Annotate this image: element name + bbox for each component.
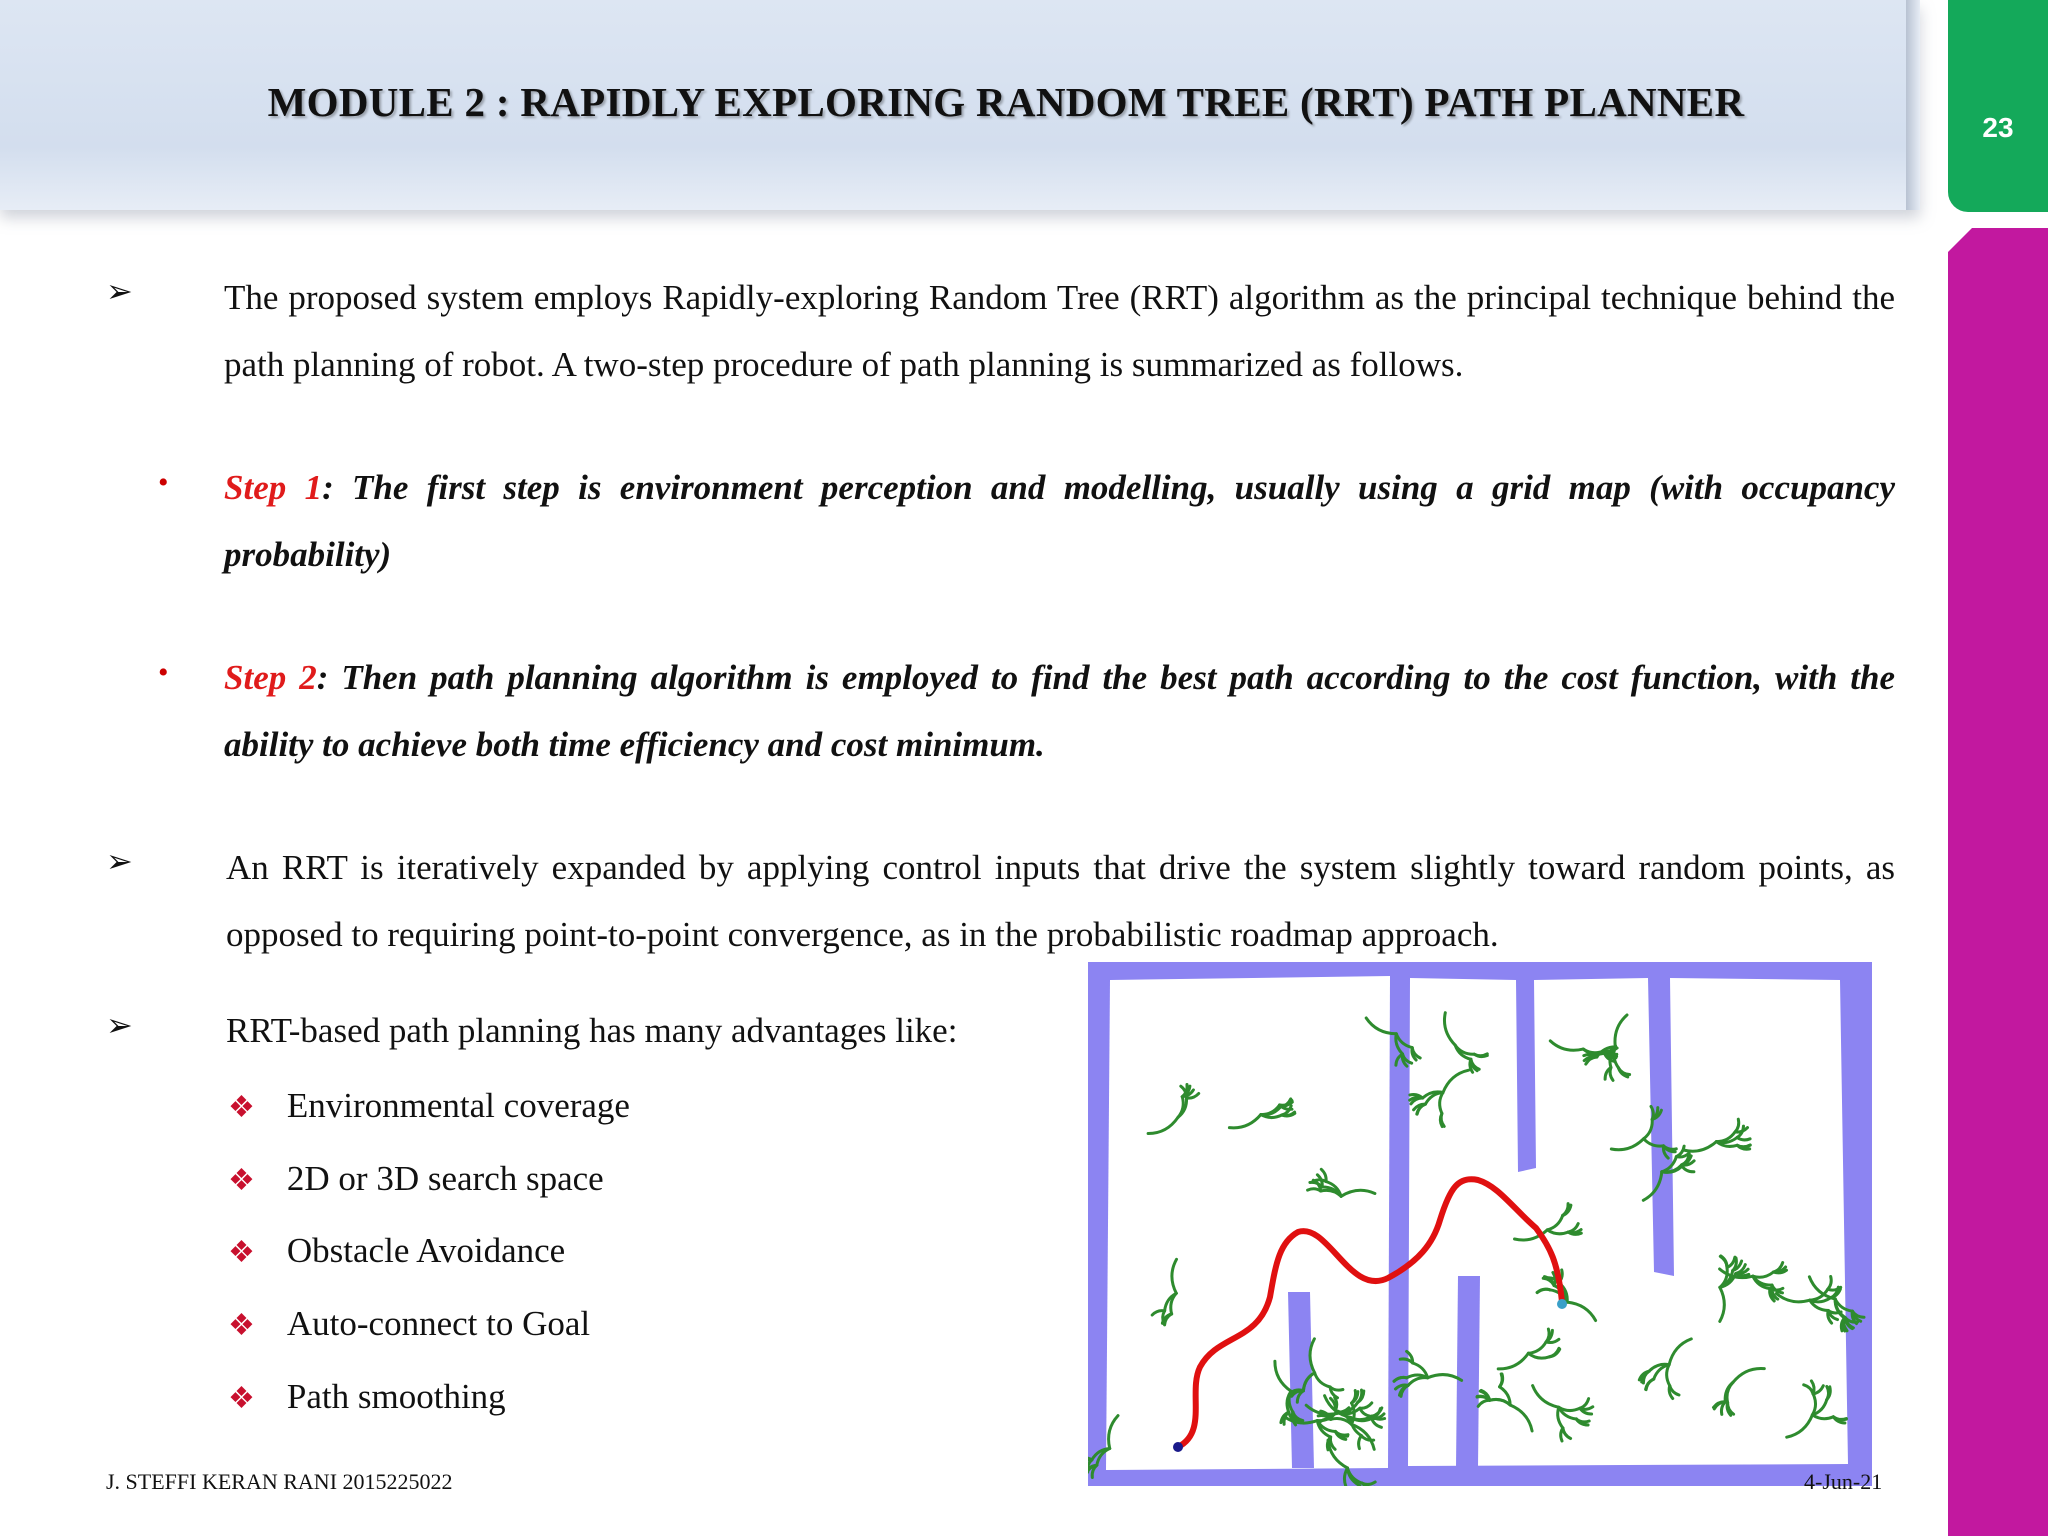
step-2-text: : Then path planning algorithm is employed to find the best path according to the cost function, with the ability to achieve both time efficiency and cost minimum. (224, 658, 1895, 764)
rrt-map-figure (1088, 962, 1872, 1486)
advantages-intro: RRT-based path planning has many advantages like: (226, 1011, 958, 1050)
step-2-paragraph (224, 644, 1895, 778)
tree-branch (1088, 1458, 1092, 1460)
advantage-item: ❖ Auto-connect to Goal (228, 1304, 591, 1343)
page-number-tab (1948, 0, 2048, 212)
tree-branch (1827, 1387, 1829, 1400)
advantage-item: ❖ Path smoothing (228, 1377, 506, 1416)
goal-node (1557, 1299, 1567, 1309)
arrow-bullet-icon: ➢ (106, 273, 133, 309)
step-1-text: : The first step is environment perception and modelling, usually using a grid map (with occupancy probability) (224, 468, 1895, 574)
diamond-bullet-icon: ❖ (228, 1091, 255, 1124)
slide-title: MODULE 2 : RAPIDLY EXPLORING RANDOM TREE (RRT) PATH PLANNER (267, 79, 1745, 125)
advantage-item: ❖ Environmental coverage (228, 1086, 630, 1125)
page-number: 23 (1982, 112, 2014, 143)
diamond-bullet-icon: ❖ (228, 1309, 255, 1342)
step-1-number: 1 (304, 468, 323, 507)
bullet-dot-icon: • (158, 466, 169, 499)
start-node (1173, 1442, 1183, 1452)
diamond-bullet-icon: ❖ (228, 1382, 255, 1415)
diamond-bullet-icon: ❖ (228, 1236, 255, 1269)
step-2-label: Step (224, 658, 300, 697)
arrow-bullet-icon: ➢ (106, 843, 133, 879)
diamond-bullet-icon: ❖ (228, 1164, 255, 1197)
step-1-paragraph (224, 454, 1895, 588)
intro-paragraph: The proposed system employs Rapidly-exploring Random Tree (RRT) algorithm as the principal technique behind the path planning of robot. A two-step procedure of path planning is summarized as follows. (224, 278, 1895, 384)
step-2-number: 2 (299, 658, 317, 697)
rrt-description-paragraph: An RRT is iteratively expanded by applying control inputs that drive the system slightly toward random points, as opposed to requiring point-to-point convergence, as in the probabilistic roadmap approach. (226, 848, 1895, 954)
advantage-item: ❖ 2D or 3D search space (228, 1159, 604, 1198)
footer-date: 4-Jun-21 (1804, 1469, 1883, 1494)
wall-segment (1456, 1276, 1480, 1468)
step-1-label: Step (224, 468, 305, 507)
wall-segment (1288, 1292, 1314, 1468)
advantage-item: ❖ Obstacle Avoidance (228, 1231, 566, 1270)
bullet-dot-icon: • (158, 656, 169, 689)
decorative-side-bar (1948, 228, 2048, 1536)
arrow-bullet-icon: ➢ (106, 1007, 133, 1043)
footer-author: J. STEFFI KERAN RANI 2015225022 (106, 1469, 453, 1494)
